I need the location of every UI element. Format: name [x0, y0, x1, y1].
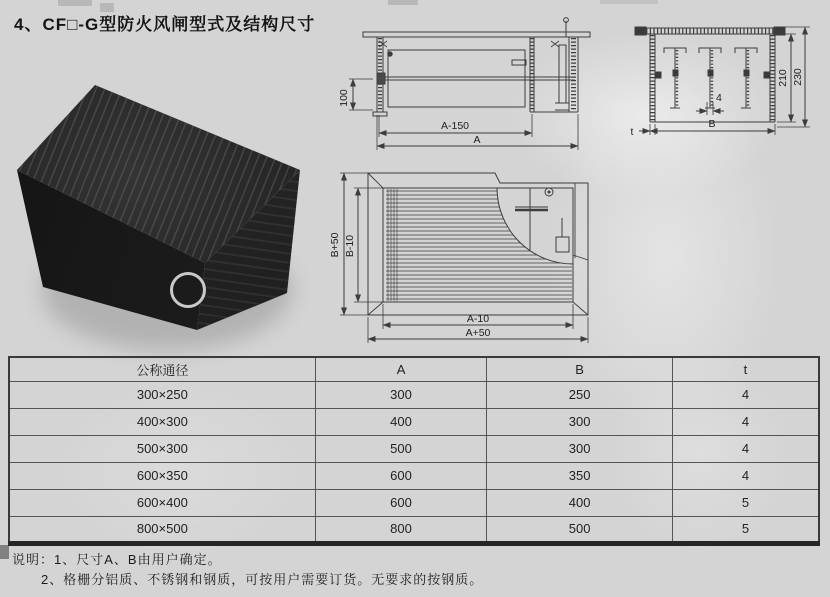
table-cell: 600	[315, 489, 487, 516]
photo-duct-ring	[170, 272, 206, 308]
column-header: B	[487, 357, 672, 381]
page-title: 4、CF□-G型防火风闸型式及结构尺寸	[14, 15, 316, 34]
dim-label-b: B	[708, 118, 716, 130]
table-row	[9, 489, 819, 516]
table-cell: 400×300	[9, 408, 315, 435]
table-cell: 300	[487, 408, 672, 435]
table-cell: 400	[315, 408, 487, 435]
table-cell: 500	[487, 516, 672, 543]
table-cell: 250	[487, 381, 672, 408]
notes-label: 说明：	[12, 552, 55, 567]
note-text: 2、格栅分铝质、不锈钢和钢质，可按用户需要订货。无要求的按钢质。	[41, 572, 484, 587]
table-cell: 5	[672, 516, 819, 543]
table-cell: 300×250	[9, 381, 315, 408]
table-cell: 500	[315, 435, 487, 462]
dim-label-t: t	[630, 126, 634, 138]
table-row	[9, 462, 819, 489]
scan-artifact	[0, 545, 9, 559]
note-line-2	[12, 570, 483, 590]
column-header: 公称通径	[9, 357, 315, 381]
table-cell: 400	[487, 489, 672, 516]
dim-label-a-150: A-150	[440, 120, 470, 132]
table-cell: 4	[672, 381, 819, 408]
table-cell: 600	[315, 462, 487, 489]
table-cell: 350	[487, 462, 672, 489]
table-cell: 600×350	[9, 462, 315, 489]
note-line-1	[12, 550, 483, 570]
note-text: 1、尺寸A、B由用户确定。	[54, 552, 222, 567]
dimensions-table	[8, 356, 820, 546]
product-photo	[12, 60, 324, 352]
dim-label-a-minus-10: A-10	[466, 313, 490, 325]
table-row	[9, 381, 819, 408]
table-cell: 300	[487, 435, 672, 462]
front-view-geometry	[340, 173, 588, 343]
table-cell: 5	[672, 489, 819, 516]
table-cell: 800×500	[9, 516, 315, 543]
table-cell: 600×400	[9, 489, 315, 516]
scan-artifact	[600, 0, 658, 4]
table-cell: 4	[672, 408, 819, 435]
side-view-geometry	[349, 18, 590, 150]
dim-label-4: 4	[716, 92, 722, 104]
dim-label-100: 100	[338, 89, 350, 107]
column-header: t	[672, 357, 819, 381]
dim-label-230: 230	[792, 68, 804, 86]
table-row	[9, 408, 819, 435]
drawing-side-view	[333, 16, 629, 156]
scan-artifact	[100, 3, 114, 12]
table-header-row	[9, 357, 819, 381]
notes	[12, 550, 483, 590]
dim-label-b-plus-50: B+50	[329, 232, 341, 258]
table-row	[9, 516, 819, 543]
table-row	[9, 435, 819, 462]
table-cell: 800	[315, 516, 487, 543]
dim-label-b-minus-10: B-10	[344, 234, 356, 258]
dim-label-210: 210	[777, 69, 789, 87]
table-cell: 4	[672, 462, 819, 489]
scan-artifact	[388, 0, 418, 5]
scan-artifact	[58, 0, 92, 6]
drawing-end-view	[623, 14, 828, 154]
drawing-front-view	[328, 158, 603, 350]
dim-label-a-plus-50: A+50	[465, 327, 491, 339]
column-header: A	[315, 357, 487, 381]
table-cell: 4	[672, 435, 819, 462]
dim-label-a: A	[473, 134, 481, 146]
table-cell: 500×300	[9, 435, 315, 462]
table-cell: 300	[315, 381, 487, 408]
